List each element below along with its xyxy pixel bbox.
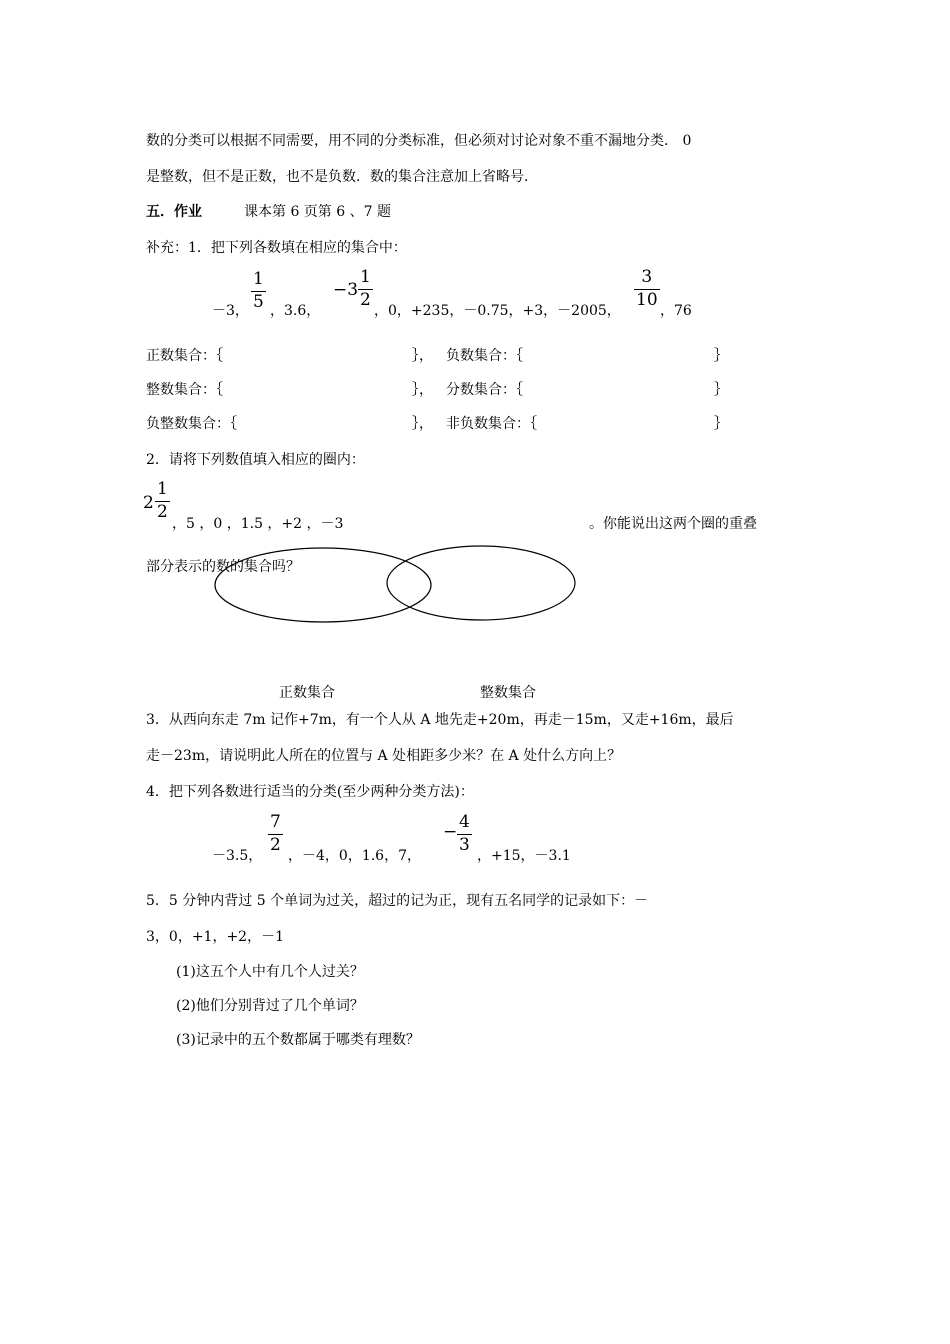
set-right-label: 负数集合：｛ xyxy=(446,348,523,364)
q5-sub-3: (3)记录中的五个数都属于哪类有理数？ xyxy=(176,1032,420,1048)
intro-line-2: 是整数，但不是正数，也不是负数．数的集合注意加上省略号． xyxy=(146,169,538,185)
q2-question-line-2: 部分表示的数的集合吗？ xyxy=(146,559,300,575)
set-left-label: 负整数集合：｛ xyxy=(146,416,237,432)
fraction-numerator: 3 xyxy=(641,267,653,287)
venn-left-label: 正数集合 xyxy=(279,685,335,701)
q4-fraction-sign: − xyxy=(443,822,458,842)
q1-numbers-d: ，76 xyxy=(660,303,692,319)
fraction-denominator: 5 xyxy=(253,292,264,312)
set-left-label: 正数集合：｛ xyxy=(146,348,223,364)
q1-mixed-whole: −3 xyxy=(333,280,359,300)
set-left-label: 整数集合：｛ xyxy=(146,382,223,398)
fraction-denominator: 2 xyxy=(270,835,281,855)
q2-label: 2．请将下列数值填入相应的圈内： xyxy=(146,452,365,468)
set-right-close: ｝ xyxy=(714,382,728,398)
set-left-close: ｝， xyxy=(412,382,433,398)
venn-right-circle xyxy=(387,546,575,620)
q4-fraction-1 xyxy=(268,814,283,854)
fraction-numerator: 4 xyxy=(459,812,470,832)
q1-numbers-b: ，3.6， xyxy=(270,303,321,319)
set-right-close: ｝ xyxy=(714,348,728,364)
set-right-label: 分数集合：｛ xyxy=(446,382,523,398)
q3-line-2: 走－23m，请说明此人所在的位置与 A 处相距多少米？在 A 处什么方向上？ xyxy=(146,748,622,764)
intro-line-1: 数的分类可以根据不同需要，用不同的分类标准，但必须对讨论对象不重不漏地分类． 0 xyxy=(146,133,692,149)
q1-numbers-a: －3， xyxy=(212,303,249,319)
q5-line-1: 5．5 分钟内背过 5 个单词为过关，超过的记为正，现有五名同学的记录如下：－ xyxy=(146,893,649,909)
q1-numbers-c: ，0，+235，－0.75，+3，－2005， xyxy=(374,303,621,319)
q4-fraction-2 xyxy=(457,814,472,854)
q2-question-line-1: 。你能说出这两个圈的重叠 xyxy=(589,516,757,532)
q5-sub-2: (2)他们分别背过了几个单词？ xyxy=(176,998,364,1014)
q4-numbers-c: ，+15，－3.1 xyxy=(477,848,571,864)
fraction-numerator: 1 xyxy=(253,269,264,289)
fraction-numerator: 1 xyxy=(157,479,168,499)
venn-right-label: 整数集合 xyxy=(480,685,536,701)
q4-label: 4．把下列各数进行适当的分类(至少两种分类方法)： xyxy=(146,784,474,800)
fraction-denominator: 10 xyxy=(636,290,658,310)
fraction-numerator: 1 xyxy=(360,267,371,287)
q3-line-1: 3．从西向东走 7m 记作+7m，有一个人从 A 地先走+20m，再走－15m，又走+16m，最后 xyxy=(146,712,734,728)
q2-mixed-whole: 2 xyxy=(143,493,154,513)
q2-numbers: ，5 ，0 ，1.5 ，+2 ，－3 xyxy=(172,516,344,532)
fraction-denominator: 2 xyxy=(360,290,371,310)
homework-text: 课本第 6 页第 6 、7 题 xyxy=(244,204,391,220)
set-right-label: 非负数集合：｛ xyxy=(446,416,537,432)
q5-sub-1: (1)这五个人中有几个人过关？ xyxy=(176,964,364,980)
homework-heading: 五．作业 xyxy=(146,204,202,220)
set-left-close: ｝， xyxy=(412,416,433,432)
set-right-close: ｝ xyxy=(714,416,728,432)
fraction-denominator: 2 xyxy=(157,502,168,522)
supplement-q1-label: 补充：1．把下列各数填在相应的集合中： xyxy=(146,240,407,256)
set-left-close: ｝， xyxy=(412,348,433,364)
q4-numbers-b: ，－4，0，1.6，7， xyxy=(288,848,421,864)
q4-numbers-a: －3.5， xyxy=(212,848,263,864)
fraction-numerator: 7 xyxy=(270,812,281,832)
venn-left-circle xyxy=(215,548,431,622)
q5-line-2: 3，0，+1，+2，－1 xyxy=(146,929,284,945)
fraction-denominator: 3 xyxy=(459,835,470,855)
